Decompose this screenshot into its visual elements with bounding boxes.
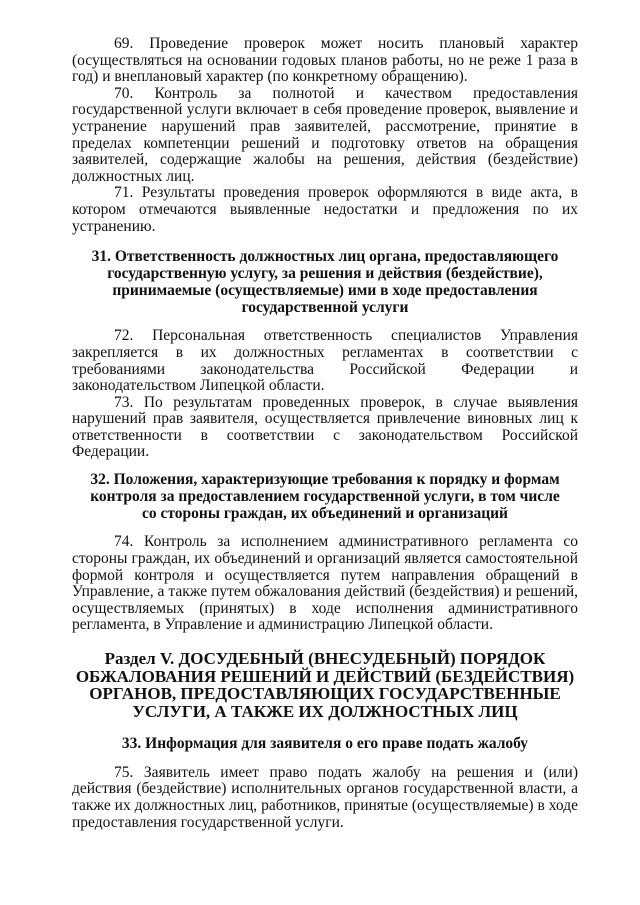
heading-32-control-requirements: 32. Положения, характеризующие требования к порядку и формам контроля за предоставлением государственной услуги, в том числе со стороны граждан, их объединений и организаций [90,471,560,522]
paragraph-75: 75. Заявитель имеет право подать жалобу на решения и (или) действия (бездействие) исполнительных органов государственной власти, а также их должностных лиц, работников, принятые (осуществляемые) в ходе предоставления государственной услуги. [72,763,578,831]
paragraph-73: 73. По результатам проведенных проверок, в случае выявления нарушений прав заявителя, осуществляется привлечение виновных лиц к ответственности в соответствии с законодательством Российской Федерации. [72,393,578,461]
paragraph-71: 71. Результаты проведения проверок оформляются в виде акта, в котором отмечаются выявленные недостатки и предложения по их устранению. [72,184,578,235]
paragraph-72: 72. Персональная ответственность специалистов Управления закрепляется в их должностных регламентах в соответствии с требованиями законодательства Российской Федерации и законодательством Липецкой области. [72,327,578,395]
heading-33-complaint-info: 33. Информация для заявителя о его праве подать жалобу [121,735,529,753]
document-page [72,36,578,831]
paragraph-69: 69. Проведение проверок может носить плановый характер (осуществляться на основании годовых планов работы, но не реже 1 раза в год) и внеплановый характер (по конкретному обращению). [72,35,578,86]
paragraph-70: 70. Контроль за полнотой и качеством предоставления государственной услуги включает в себя проведение проверок, выявление и устранение нарушений прав заявителей, рассмотрение, принятие в пределах компетенции решений и подготовку ответов на обращения заявителей, содержащие жалобы на решения, действия (бездействие) должностных лиц. [72,84,578,185]
paragraph-74: 74. Контроль за исполнением административного регламента со стороны граждан, их объединений и организаций является самостоятельной формой контроля и осуществляется путем направления обращений в Управление, а также путем обжалования действий (бездействия) и решений, осуществляемых (принятых) в ходе исполнения административного регламента, в Управление и администрацию Липецкой области. [72,533,578,634]
section-5-title: Раздел V. ДОСУДЕБНЫЙ (ВНЕСУДЕБНЫЙ) ПОРЯДОК ОБЖАЛОВАНИЯ РЕШЕНИЙ И ДЕЙСТВИЙ (БЕЗДЕЙСТВИЯ) ОРГАНОВ, ПРЕДОСТАВЛЯЮЩИХ ГОСУДАРСТВЕННЫЕ УСЛУГИ, А ТАКЖЕ ИХ ДОЛЖНОСТНЫХ ЛИЦ [75,649,575,721]
heading-31-responsibility: 31. Ответственность должностных лиц органа, предоставляющего государственную услугу, за решения и действия (бездействие), принимаемые (осуществляемые) ими в ходе предоставления государственной услуги [91,248,559,316]
